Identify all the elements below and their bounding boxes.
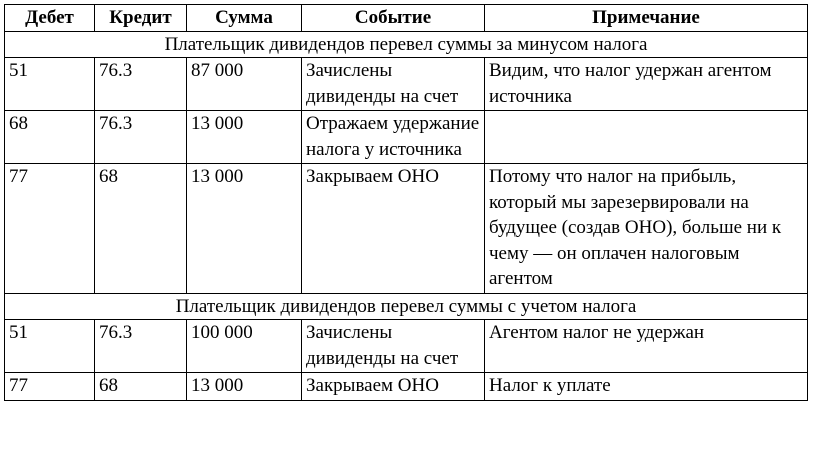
cell-debit: 51 (5, 320, 95, 373)
cell-note: Видим, что налог удержан агентом источника (485, 58, 808, 111)
header-amount: Сумма (187, 5, 302, 32)
cell-credit: 68 (95, 373, 187, 401)
cell-amount: 13 000 (187, 111, 302, 164)
section-row (5, 293, 808, 320)
header-event: Событие (302, 5, 485, 32)
header-debit: Дебет (5, 5, 95, 32)
table-body (5, 31, 808, 400)
accounting-entries-table (4, 4, 808, 401)
header-row (5, 5, 808, 32)
cell-amount: 87 000 (187, 58, 302, 111)
table-row (5, 373, 808, 401)
cell-debit: 77 (5, 373, 95, 401)
section-row (5, 31, 808, 58)
cell-credit: 68 (95, 164, 187, 294)
cell-note: Потому что налог на прибыль, который мы зарезервировали на будущее (создав ОНО), больше ни к чему — он оплачен налоговым агентом (485, 164, 808, 294)
cell-event: Зачислены дивиденды на счет (302, 320, 485, 373)
table-row (5, 58, 808, 111)
cell-amount: 13 000 (187, 373, 302, 401)
cell-credit: 76.3 (95, 320, 187, 373)
cell-event: Зачислены дивиденды на счет (302, 58, 485, 111)
cell-debit: 68 (5, 111, 95, 164)
cell-event: Закрываем ОНО (302, 164, 485, 294)
header-credit: Кредит (95, 5, 187, 32)
table-row (5, 320, 808, 373)
cell-credit: 76.3 (95, 58, 187, 111)
cell-note: Агентом налог не удержан (485, 320, 808, 373)
cell-amount: 100 000 (187, 320, 302, 373)
cell-note: Налог к уплате (485, 373, 808, 401)
cell-event: Закрываем ОНО (302, 373, 485, 401)
section-title: Плательщик дивидендов перевел суммы с учетом налога (5, 293, 808, 320)
cell-event: Отражаем удержание налога у источника (302, 111, 485, 164)
section-title: Плательщик дивидендов перевел суммы за минусом налога (5, 31, 808, 58)
table-row (5, 111, 808, 164)
table-header (5, 5, 808, 32)
header-note: Примечание (485, 5, 808, 32)
table-row (5, 164, 808, 294)
cell-credit: 76.3 (95, 111, 187, 164)
cell-note (485, 111, 808, 164)
cell-debit: 51 (5, 58, 95, 111)
cell-debit: 77 (5, 164, 95, 294)
cell-amount: 13 000 (187, 164, 302, 294)
